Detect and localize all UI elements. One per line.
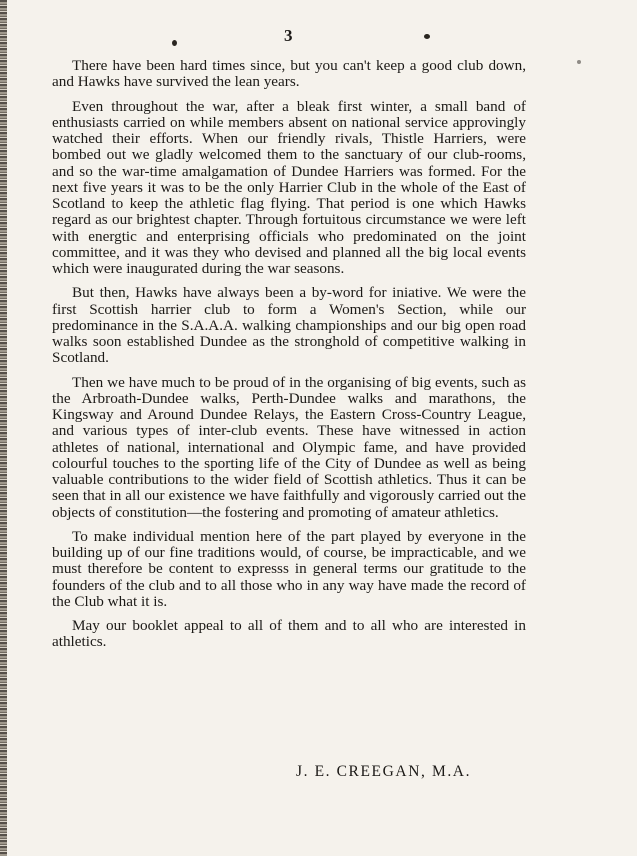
paragraph: There have been hard times since, but you can't keep a good club down, and Hawks have survived the lean years. (52, 57, 526, 91)
paragraph: Then we have much to be proud of in the organising of big events, such as the Arbroath-Dundee walks, Perth-Dundee walks and marathons, the Kingsway and Around Dundee Relays, the Eastern Cross-Country League, and various types of inter-club events. These have witnessed in action athletes of national, international and Olympic fame, and have provided colourful touches to the sporting life of the City of Dundee as well as being valuable contributions to the wider field of Scottish athletics. Thus it can be seen that in all our existence we have faithfully and vigorously carried out the objects of constitution—the fostering and promoting of amateur athletics. (52, 373, 526, 521)
ink-speck (172, 40, 177, 46)
page-number: 3 (284, 26, 294, 45)
author-signature: J. E. CREEGAN, M.A. (296, 763, 472, 780)
ink-speck (424, 34, 430, 39)
article-body (52, 58, 526, 659)
paragraph: Even throughout the war, after a bleak first winter, a small band of enthusiasts carried on while members absent on national service approvingly watched their efforts. When our friendly rivals, Thistle Harriers, were bombed out we gladly welcomed them to the sanctuary of our club-rooms, and so the war-time amalgamation of Dundee Harriers was formed. For the next five years it was to be the only Harrier Club in the whole of the East of Scotland to keep the athletic flag flying. That period is one which Hawks regard as our brightest chapter. Through fortuitous circumstance we were left with energtic and enterprising officials who predominated on the joint committee, and it was they who devised and planned all the big local events which were inaugurated during the war seasons. (52, 97, 526, 277)
paragraph: But then, Hawks have always been a by-word for iniative. We were the first Scottish harrier club to form a Women's Section, while our predominance in the S.A.A.A. walking championships and our big open road walks soon established Dundee as the stronghold of competitive walking in Scotland. (52, 284, 526, 367)
paragraph: May our booklet appeal to all of them and to all who are interested in athletics. (52, 617, 526, 651)
scan-binding-edge (0, 0, 7, 856)
paragraph: To make individual mention here of the part played by everyone in the building up of our fine traditions would, of course, be impracticable, and we must therefore be content to expresss in general terms our gratitude to the founders of the club and to all those who in any way have made the record of the Club what it is. (52, 527, 526, 610)
ink-speck (577, 60, 581, 64)
